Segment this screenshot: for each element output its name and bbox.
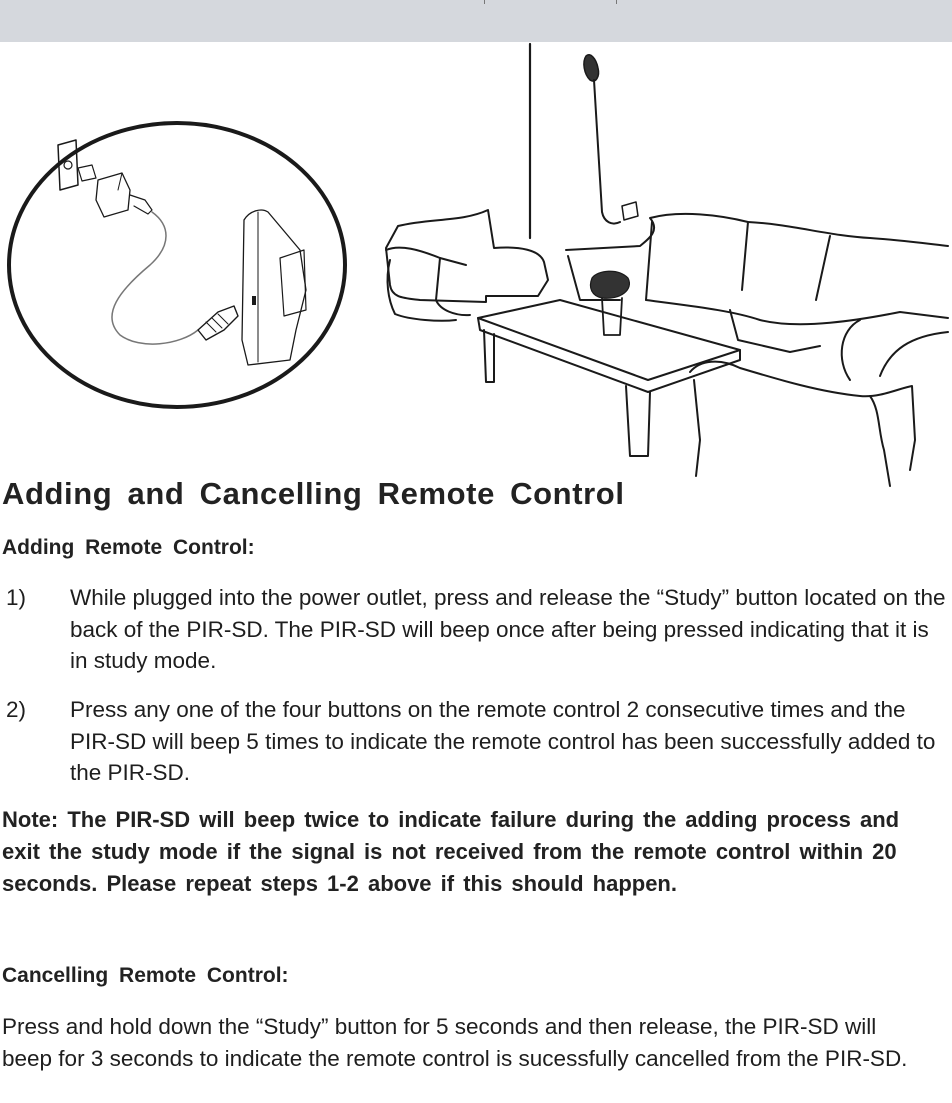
adding-remote-subheading: Adding Remote Control: — [2, 536, 255, 559]
living-room-scene-icon — [386, 44, 948, 486]
step-number: 2) — [6, 697, 27, 722]
installation-illustration — [0, 42, 952, 492]
step-text: While plugged into the power outlet, press and release the “Study” button located on the back of the PIR-SD. The PIR-SD will beep once after being pressed indicating that it is in study mode. — [70, 585, 946, 673]
failure-note: Note: The PIR-SD will beep twice to indicate failure during the adding process and exit the study mode if the signal is not received from the remote control within 20 seconds. Please repeat steps 1-2 above if this should happen. — [2, 807, 900, 896]
band-tick-mark — [616, 0, 617, 4]
page-title: Adding and Cancelling Remote Control — [2, 476, 625, 511]
cancelling-remote-subheading: Cancelling Remote Control: — [2, 964, 289, 987]
adding-step-2 — [6, 694, 948, 789]
adding-step-1 — [6, 582, 948, 677]
step-number: 1) — [6, 585, 27, 610]
adapter-inset-icon — [9, 123, 345, 407]
cancelling-instructions: Press and hold down the “Study” button for 5 seconds and then release, the PIR-SD will beep for 3 seconds to indicate the remote control is sucessfully cancelled from the PIR-SD. — [2, 1014, 908, 1071]
header-band — [0, 0, 952, 42]
band-tick-mark — [484, 0, 485, 4]
step-text: Press any one of the four buttons on the remote control 2 consecutive times and the PIR-SD will beep 5 times to indicate the remote control has been successfully added to the PIR-SD. — [70, 697, 936, 785]
